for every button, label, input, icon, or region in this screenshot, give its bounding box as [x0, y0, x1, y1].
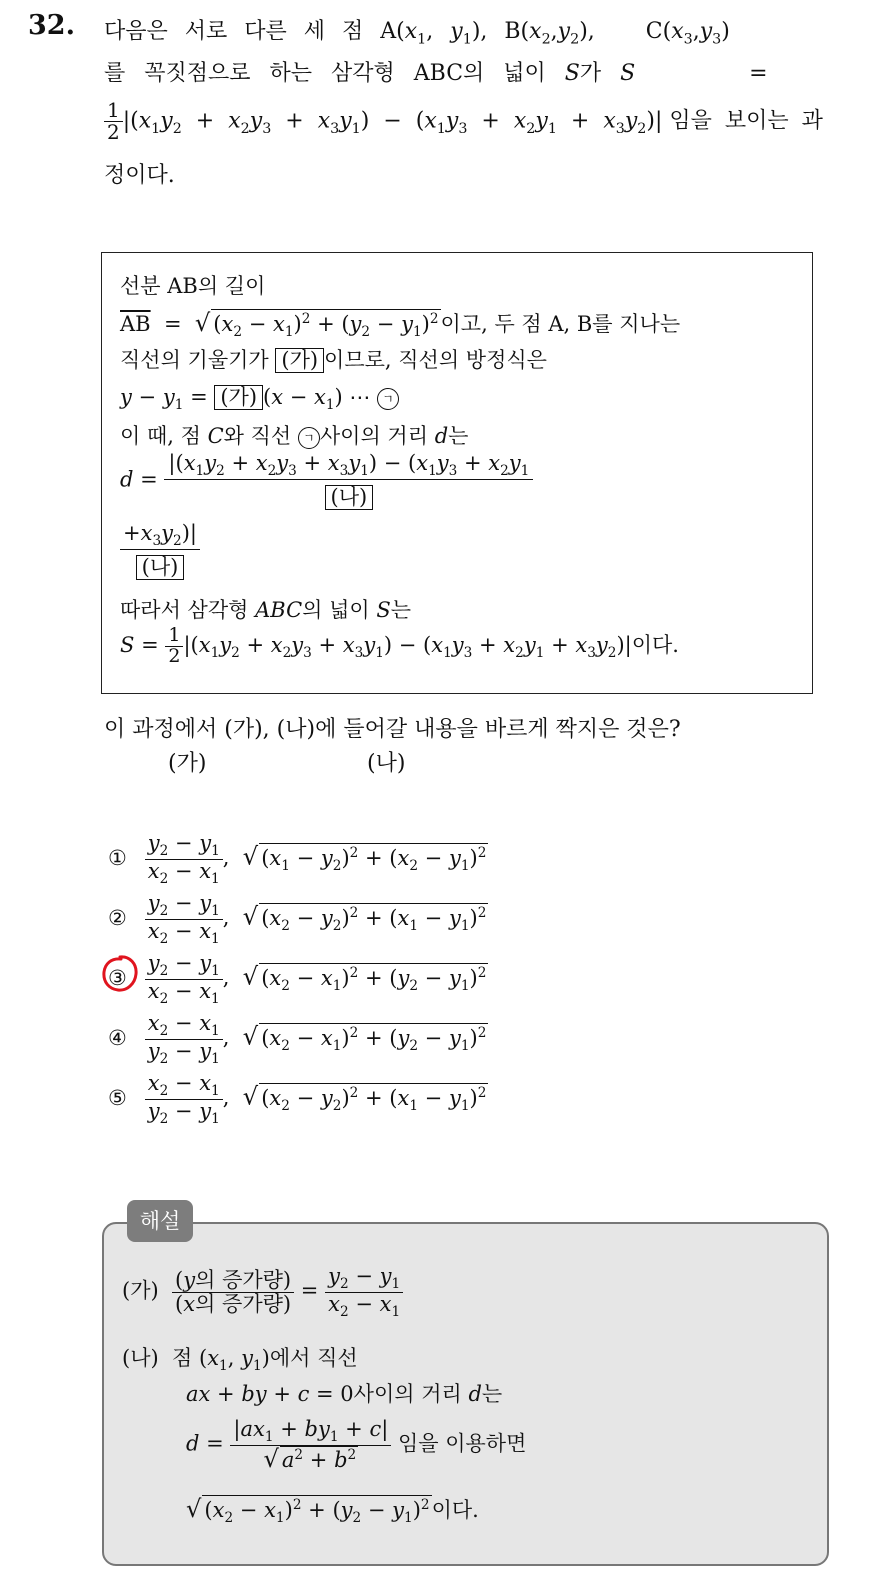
proof-line-6-distance: d = $\frac{|(x_1y_2 + x_2y_3 + x_3y_1) - (x_1y_3 + x_2y_1}{\text{(나)}}$ — [120, 452, 533, 510]
question-number: 32. — [28, 10, 75, 41]
segment-ab: $\overline{AB}$ — [120, 312, 151, 336]
blank-ga-box: (가) — [275, 348, 324, 373]
option-1-mark: ① — [108, 845, 127, 870]
prompt-text: 이 과정에서 (가), (나)에 들어갈 내용을 바르게 짝지은 것은? — [104, 717, 681, 742]
solution-na-text-4: 이다. — [431, 1498, 479, 1522]
proof-text-8c: 는 — [390, 598, 412, 622]
solution-na-line-3: d = $\frac{|ax_1 + by_1 + c|}{√ a^2 + b^2}$ 임을 이용하면 — [186, 1417, 527, 1473]
option-3[interactable]: ③ $\frac{y_2 - y_1}{x_2 - x_1}$ , √ $(x_2 - x_1)^2 + (y_2 - y_1)^2$ — [108, 951, 487, 1007]
proof-text-9: 이다. — [631, 632, 679, 657]
proof-line-9: S = $\frac{1}{2}$ $|(x_1y_2 + x_2y_3 + x_3y_1) - (x_1y_3 + x_2y_1 + x_3y_2)|$이다. — [120, 624, 679, 667]
solution-na-line-2: ax + by + c = 0사이의 거리 d는 — [186, 1382, 503, 1406]
proof-line-3 — [120, 344, 547, 374]
solution-na-text-1b: 에서 직선 — [269, 1346, 358, 1370]
solution-na-line-1: (나) 점 ($x_1$, $y_1$)에서 직선 — [122, 1346, 358, 1375]
option-3-mark: ③ — [108, 965, 127, 990]
answer-circle-icon — [99, 953, 141, 995]
blank-ga-box-2: (가) — [214, 385, 263, 410]
proof-line-5: 이 때, 점 C와 직선 ㄱ 사이의 거리 d는 — [120, 424, 469, 448]
option-4[interactable]: ④ $\frac{x_2 - x_1}{y_2 - y_1}$ , √ $(x_2 - x_1)^2 + (y_2 - y_1)^2$ — [108, 1011, 487, 1067]
proof-text-3a: 직선의 기울기가 — [120, 348, 269, 372]
solution-na-text-3: 임을 이용하면 — [397, 1431, 527, 1456]
proof-line-7: $\frac{+x_3y_2)|}{\text{(나)}}$ — [120, 522, 200, 580]
option-2[interactable]: ② $\frac{y_2 - y_1}{x_2 - x_1}$ , √ $(x_2 - y_2)^2 + (x_1 - y_1)^2$ — [108, 891, 487, 947]
question-text: 다음은 서로 다른 세 점 — [104, 19, 364, 44]
proof-text-5b: 와 직선 — [223, 424, 292, 448]
proof-line-2: $\overline{AB}$ = √ $(x_2 - x_1)^2 + (y_2 - y_1)^2$이고, 두 점 A, B를 지나는 — [120, 309, 681, 341]
proof-line-1: 선분 AB의 길이 — [120, 274, 266, 298]
solution-inc-x: 의 증가량) — [195, 1291, 292, 1316]
question-line-1: 다음은 서로 다른 세 점 $A(x_1$, $y_1$), $B(x_2,y_2)$, $C(x_3,y_3)$ — [104, 19, 730, 48]
question-text-2: 를 꼭짓점으로 하는 삼각형 ABC의 넓이 — [104, 61, 546, 86]
solution-na-line-4: √ $(x_2 - x_1)^2 + (y_2 - y_1)^2$이다. — [186, 1495, 479, 1527]
option-5-mark: ⑤ — [108, 1085, 127, 1110]
circled-label-icon: ㄱ — [377, 388, 399, 410]
solution-na-label: (나) — [122, 1346, 159, 1370]
option-1[interactable]: ① $\frac{y_2 - y_1}{x_2 - x_1}$ , √ $(x_1 - y_2)^2 + (x_2 - y_1)^2$ — [108, 831, 487, 887]
solution-tag: 해설 — [127, 1200, 193, 1242]
question-line-4: 정이다. — [104, 163, 175, 188]
column-header-ga: (가) — [168, 751, 207, 776]
option-5[interactable]: ⑤ $\frac{x_2 - x_1}{y_2 - y_1}$ , √ $(x_2 - y_2)^2 + (x_1 - y_1)^2$ — [108, 1071, 487, 1127]
option-4-mark: ④ — [108, 1025, 127, 1050]
solution-na-text-2b: 는 — [481, 1382, 503, 1406]
solution-inc-y: 의 증가량) — [195, 1268, 292, 1293]
question-line-3-formula: $\frac{1}{2}$ $|(x_1y_2 + x_2y_3 + x_3y_1) - (x_1y_3 + x_2y_1 + x_3y_2)|$ 임을 보이는 과 — [104, 100, 823, 143]
proof-text-8b: 의 넓이 — [302, 598, 370, 622]
point-a-label: A( — [380, 19, 405, 44]
proof-line-4: $y - y_1$ = (가) $(x - x_1)$ ⋯ ㄱ — [120, 385, 399, 413]
solution-ga-label: (가) — [122, 1278, 159, 1303]
solution-na-text-1: 점 — [172, 1346, 193, 1370]
var-s: S — [564, 61, 580, 86]
option-2-mark: ② — [108, 905, 127, 930]
proof-text-5d: 는 — [448, 424, 469, 448]
proof-text-5a: 이 때, 점 — [120, 424, 201, 448]
proof-text-5c: 사이의 거리 — [319, 424, 428, 448]
solution-na-text-2: 사이의 거리 — [353, 1382, 462, 1406]
circled-label-icon-2: ㄱ — [298, 427, 320, 449]
blank-na-box-2: (나) — [136, 555, 185, 580]
question-text-3: 임을 보이는 과 — [669, 108, 823, 134]
question-line-2: 를 꼭짓점으로 하는 삼각형 ABC의 넓이 S가 S = — [104, 61, 768, 86]
column-header-na: (나) — [367, 751, 406, 776]
blank-na-box: (나) — [325, 485, 374, 510]
proof-text-8a: 따라서 삼각형 — [120, 598, 249, 622]
proof-text-2: 이고, 두 점 A, B를 지나는 — [440, 312, 681, 336]
ga-particle: 가 — [579, 61, 602, 86]
proof-line-8: 따라서 삼각형 ABC의 넓이 S는 — [120, 598, 412, 622]
point-b-label: B( — [504, 19, 530, 44]
point-c-label: C( — [645, 19, 672, 44]
proof-text-3b: 이므로, 직선의 방정식은 — [324, 348, 547, 372]
solution-ga-line: (가) $\frac{\text{(y의 증가량)}}{\text{(x의 증가량)}}$ = $\frac{y_2 - y_1}{x_2 - x_1}$ — [122, 1265, 403, 1319]
